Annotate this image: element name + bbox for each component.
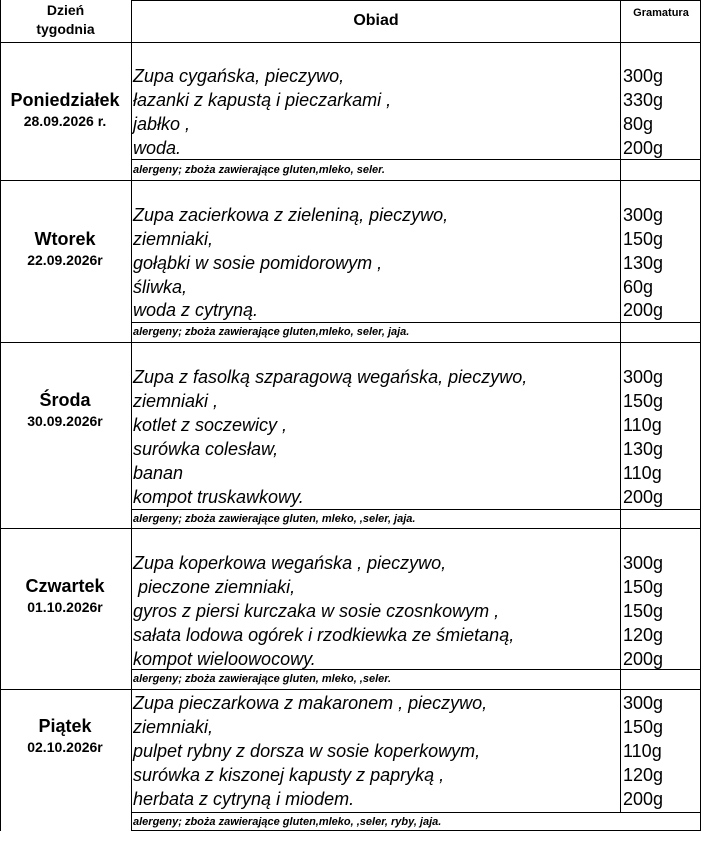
meal-weight: 200g bbox=[623, 789, 664, 809]
day-cell bbox=[0, 389, 130, 431]
day-cell bbox=[0, 228, 130, 270]
meal-item: surówka z kiszonej kapusty z papryką , bbox=[133, 765, 445, 785]
day-divider bbox=[0, 180, 701, 181]
meal-item: jabłko , bbox=[133, 114, 191, 134]
meal-item: kompot wieloowocowy. bbox=[133, 649, 316, 669]
meal-item: kompot truskawkowy. bbox=[133, 487, 304, 507]
meal-item: kotlet z soczewicy , bbox=[133, 415, 288, 435]
meal-item: ziemniaki, bbox=[133, 229, 214, 249]
day-date: 02.10.2026r bbox=[27, 739, 103, 755]
day-divider bbox=[0, 528, 701, 529]
day-divider bbox=[0, 342, 701, 343]
meal-weight: 200g bbox=[623, 138, 664, 158]
header-weight-column: Gramatura bbox=[633, 7, 689, 19]
allergen-divider bbox=[131, 509, 701, 510]
allergen-divider bbox=[131, 322, 701, 323]
meal-weight: 300g bbox=[623, 367, 664, 387]
meal-item: Zupa z fasolką szparagową wegańska, pieczywo, bbox=[133, 367, 528, 387]
table-border-right bbox=[700, 0, 701, 831]
meal-item: gyros z piersi kurczaka w sosie czosnkowym , bbox=[133, 601, 500, 621]
meal-item: śliwka, bbox=[133, 277, 188, 297]
meal-weight: 330g bbox=[623, 90, 664, 110]
allergens-note: alergeny; zboża zawierające gluten, mleko, ,seler. bbox=[133, 673, 391, 685]
meal-item: ziemniaki , bbox=[133, 391, 219, 411]
meal-weight: 150g bbox=[623, 229, 664, 249]
table-border-bottom bbox=[131, 830, 701, 831]
allergens-note: alergeny; zboża zawierające gluten, mleko, ,seler, jaja. bbox=[133, 513, 416, 525]
allergens-note: alergeny; zboża zawierające gluten,mleko, seler, jaja. bbox=[133, 326, 410, 338]
day-date: 22.09.2026r bbox=[27, 252, 103, 268]
day-date: 30.09.2026r bbox=[27, 413, 103, 429]
meal-item: sałata lodowa ogórek i rzodkiewka ze śmietaną, bbox=[133, 625, 515, 645]
meal-weight: 130g bbox=[623, 253, 664, 273]
meal-item: łazanki z kapustą i pieczarkami , bbox=[133, 90, 392, 110]
meal-weight: 150g bbox=[623, 601, 664, 621]
meal-item: Zupa zacierkowa z zieleniną, pieczywo, bbox=[133, 205, 449, 225]
allergens-note: alergeny; zboża zawierające gluten,mleko, seler. bbox=[133, 164, 385, 176]
meal-weight: 300g bbox=[623, 205, 664, 225]
meal-weight: 150g bbox=[623, 717, 664, 737]
meal-item: Zupa pieczarkowa z makaronem , pieczywo, bbox=[133, 693, 488, 713]
meal-item: banan bbox=[133, 463, 184, 483]
meal-item: surówka colesław, bbox=[133, 439, 279, 459]
meal-item: herbata z cytryną i miodem. bbox=[133, 789, 355, 809]
day-name: Środa bbox=[39, 390, 91, 410]
meal-weight: 200g bbox=[623, 487, 664, 507]
table-border-top bbox=[131, 0, 701, 1]
meal-weight: 130g bbox=[623, 439, 664, 459]
meal-weight: 110g bbox=[623, 741, 662, 761]
meal-weight: 200g bbox=[623, 649, 664, 669]
meal-weight: 300g bbox=[623, 553, 664, 573]
day-name: Wtorek bbox=[34, 229, 96, 249]
column-divider-day bbox=[131, 0, 132, 831]
meal-item: pulpet rybny z dorsza w sosie koperkowym, bbox=[133, 741, 481, 761]
meal-weight: 200g bbox=[623, 300, 664, 320]
meal-item: Zupa koperkowa wegańska , pieczywo, bbox=[133, 553, 447, 573]
meal-item: gołąbki w sosie pomidorowym , bbox=[133, 253, 383, 273]
allergen-divider bbox=[131, 812, 701, 813]
allergen-divider bbox=[131, 159, 701, 160]
allergens-note: alergeny; zboża zawierające gluten,mleko, ,seler, ryby, jaja. bbox=[133, 816, 442, 828]
meal-item: ziemniaki, bbox=[133, 717, 214, 737]
meal-weight: 150g bbox=[623, 391, 664, 411]
day-cell bbox=[0, 715, 130, 757]
day-name: Poniedziałek bbox=[10, 90, 120, 110]
day-cell bbox=[0, 575, 130, 617]
day-cell bbox=[0, 89, 130, 131]
header-day-line2: tygodnia bbox=[36, 21, 95, 37]
meal-weight: 150g bbox=[623, 577, 664, 597]
header-day-column bbox=[0, 1, 131, 39]
day-name: Piątek bbox=[38, 716, 92, 736]
meal-weight: 120g bbox=[623, 625, 664, 645]
meal-weight: 110g bbox=[623, 463, 662, 483]
header-meal-column: Obiad bbox=[353, 12, 399, 29]
header-day-line1: Dzień bbox=[46, 2, 85, 18]
day-date: 28.09.2026 r. bbox=[23, 113, 107, 129]
meal-weight: 120g bbox=[623, 765, 664, 785]
day-name: Czwartek bbox=[25, 576, 105, 596]
day-divider bbox=[0, 689, 701, 690]
meal-weight: 300g bbox=[623, 66, 664, 86]
meal-item: woda. bbox=[133, 138, 182, 158]
meal-item: Zupa cygańska, pieczywo, bbox=[133, 66, 345, 86]
meal-weight: 80g bbox=[623, 114, 654, 134]
day-date: 01.10.2026r bbox=[27, 599, 103, 615]
header-divider bbox=[0, 42, 701, 43]
meal-weight: 110g bbox=[623, 415, 662, 435]
meal-weight: 300g bbox=[623, 693, 664, 713]
meal-item: pieczone ziemniaki, bbox=[133, 577, 296, 597]
column-divider-weight bbox=[620, 0, 621, 812]
meal-weight: 60g bbox=[623, 277, 654, 297]
meal-item: woda z cytryną. bbox=[133, 300, 259, 320]
